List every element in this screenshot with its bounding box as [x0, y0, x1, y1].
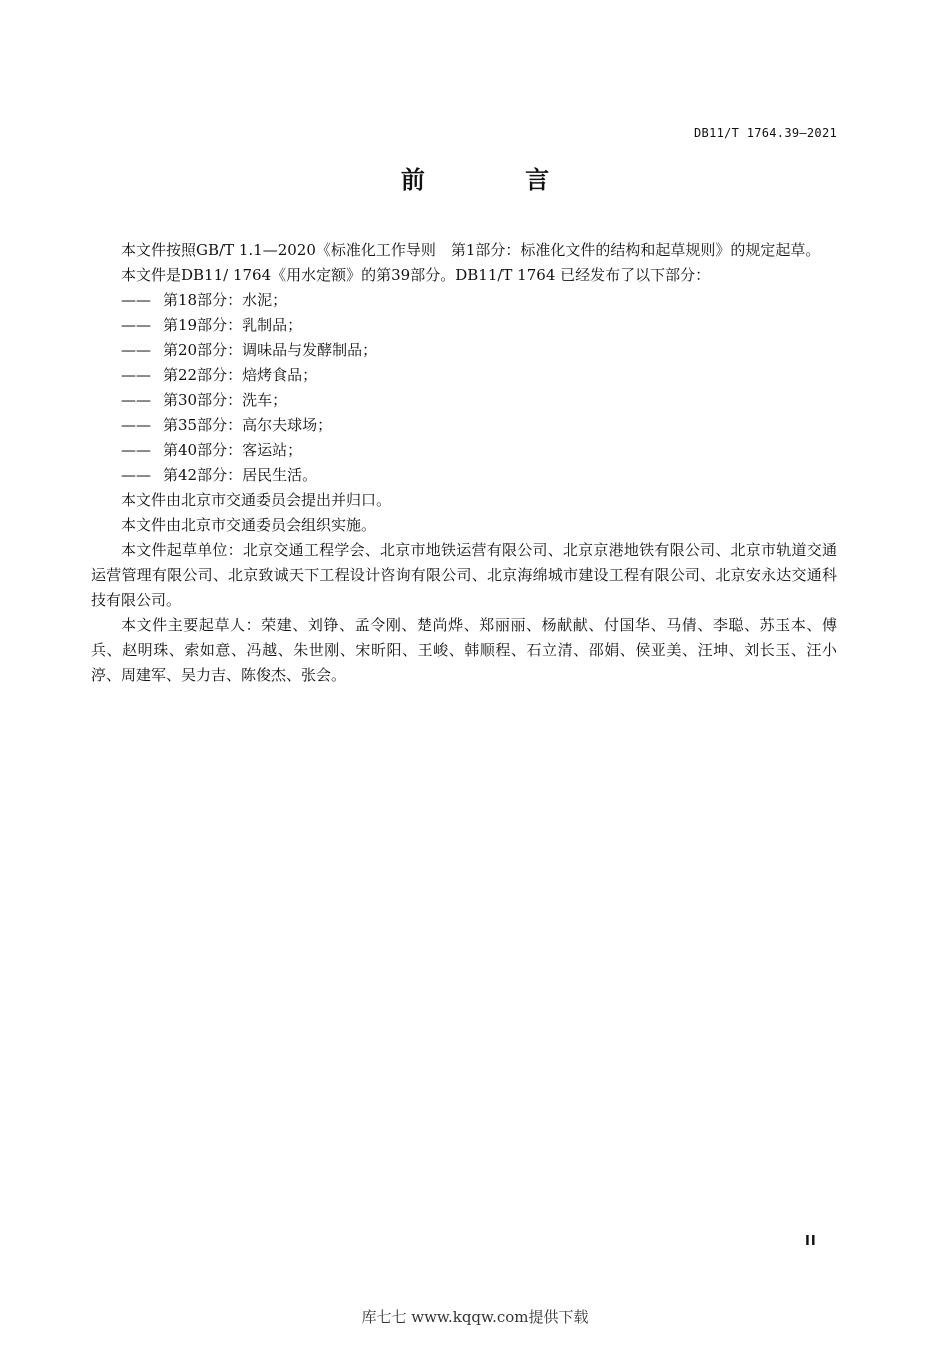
paragraph-drafting-units: 本文件起草单位：北京交通工程学会、北京市地铁运营有限公司、北京京港地铁有限公司、北京市轨道交通运营管理有限公司、北京致诚天下工程设计咨询有限公司、北京海绵城市建设工程有限公司、北京安永达交通科技有限公司。 — [91, 541, 837, 609]
list-dash: —— — [121, 291, 151, 309]
page-title: 前 言 — [400, 166, 596, 194]
list-dash: —— — [121, 441, 151, 459]
list-item-text: 第22部分：焙烤食品； — [163, 366, 318, 384]
list-dash: —— — [121, 391, 151, 409]
list-item — [91, 438, 837, 463]
list-dash: —— — [121, 366, 151, 384]
page-number: II — [805, 1234, 817, 1249]
list-dash: —— — [121, 416, 151, 434]
list-item-text: 第42部分：居民生活。 — [163, 466, 318, 484]
list-item-text: 第30部分：洗车； — [163, 391, 288, 409]
paragraph-proposer: 本文件由北京市交通委员会提出并归口。 — [121, 491, 392, 509]
paragraph-drafting-basis: 本文件按照GB/T 1.1—2020《标准化工作导则 第1部分：标准化文件的结构和起草规则》的规定起草。 — [121, 241, 821, 259]
list-item-text: 第35部分：高尔夫球场； — [163, 416, 333, 434]
download-watermark: 库七七 www.kqqw.com提供下载 — [361, 1308, 589, 1326]
list-item — [91, 313, 837, 338]
published-parts-list — [91, 288, 837, 488]
list-item — [91, 388, 837, 413]
list-item-text: 第20部分：调味品与发酵制品； — [163, 341, 378, 359]
list-item-text: 第19部分：乳制品； — [163, 316, 303, 334]
paragraph-implementer: 本文件由北京市交通委员会组织实施。 — [121, 516, 377, 534]
paragraph-parts-intro: 本文件是DB11/ 1764《用水定额》的第39部分。DB11/T 1764 已经发布了以下部分： — [121, 266, 711, 284]
foreword-body — [91, 238, 837, 688]
list-item — [91, 363, 837, 388]
list-item-text: 第18部分：水泥； — [163, 291, 288, 309]
list-item — [91, 338, 837, 363]
list-dash: —— — [121, 341, 151, 359]
paragraph-drafters: 本文件主要起草人：荣建、刘铮、孟令刚、楚尚烨、郑丽丽、杨献献、付国华、马倩、李聪、苏玉本、傅兵、赵明珠、索如意、冯越、朱世刚、宋昕阳、王峻、韩顺程、石立清、邵娟、侯亚美、汪坤、刘长玉、汪小渟、周建军、吴力吉、陈俊杰、张会。 — [91, 616, 837, 684]
list-item — [91, 288, 837, 313]
document-code: DB11/T 1764.39—2021 — [694, 126, 837, 140]
list-dash: —— — [121, 466, 151, 484]
list-dash: —— — [121, 316, 151, 334]
list-item — [91, 413, 837, 438]
list-item-text: 第40部分：客运站； — [163, 441, 303, 459]
list-item — [91, 463, 837, 488]
